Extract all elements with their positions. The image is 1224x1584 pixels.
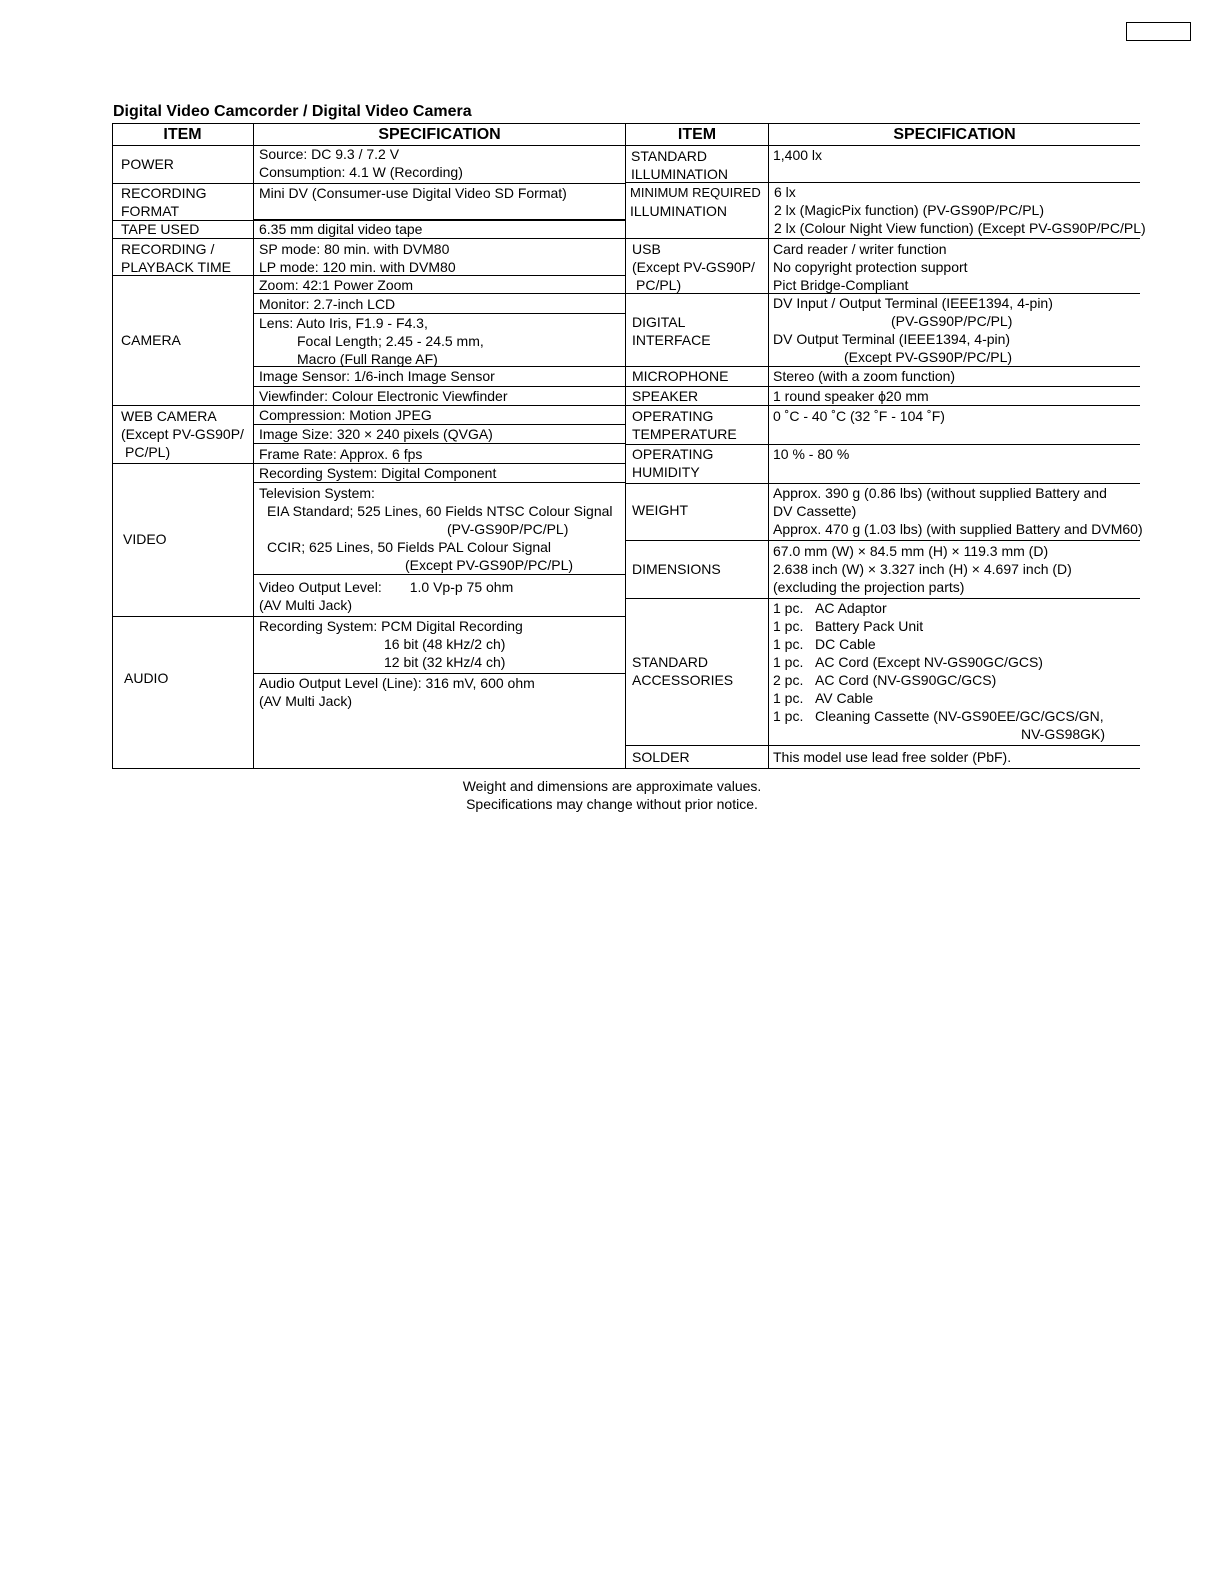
spec-monitor: Monitor: 2.7-inch LCD	[259, 296, 396, 312]
spec-image-size: Image Size: 320 × 240 pixels (QVGA)	[259, 426, 493, 442]
list-item: 1 pc. AC Cord (Except NV-GS90GC/GCS)	[773, 654, 1043, 670]
item-solder: SOLDER	[632, 749, 690, 765]
page-title: Digital Video Camcorder / Digital Video Camera	[113, 103, 472, 120]
spec-video-recording-system: Recording System: Digital Component	[259, 465, 497, 481]
list-item: 1 pc. AV Cable	[773, 690, 874, 706]
item-weight: WEIGHT	[632, 502, 688, 518]
list-item: 1 pc. Battery Pack Unit	[773, 618, 924, 634]
item-operating-humidity: OPERATING HUMIDITY	[632, 446, 714, 480]
table-border-bottom	[112, 768, 1140, 769]
header-spec-left: SPECIFICATION	[378, 126, 501, 143]
row-rule	[626, 540, 1140, 541]
spec-operating-temperature: 0 ˚C - 40 ˚C (32 ˚F - 104 ˚F)	[773, 408, 945, 424]
spec-viewfinder: Viewfinder: Colour Electronic Viewfinder	[259, 388, 508, 404]
spec-audio-recording-system: Recording System: PCM Digital Recording 16 bit (48 kHz/2 ch) 12 bit (32 kHz/4 ch)	[259, 618, 523, 670]
spec-audio-output-level: Audio Output Level (Line): 316 mV, 600 ohm (AV Multi Jack)	[259, 675, 535, 709]
spec-zoom: Zoom: 42:1 Power Zoom	[259, 277, 414, 293]
list-item: 1 pc. Cleaning Cassette (NV-GS90EE/GC/GCS/GN,	[773, 708, 1104, 724]
item-microphone: MICROPHONE	[632, 368, 729, 384]
column-rule	[768, 123, 769, 769]
item-recording-format: RECORDING FORMAT	[121, 185, 207, 219]
item-usb: USB (Except PV-GS90P/ PC/PL)	[632, 241, 755, 293]
column-rule	[253, 123, 254, 769]
table-border-left	[112, 123, 113, 769]
item-camera: CAMERA	[121, 332, 181, 348]
item-minimum-illumination: MINIMUM REQUIRED ILLUMINATION	[630, 185, 761, 219]
header-item-left: ITEM	[163, 126, 202, 143]
spec-tape-used: 6.35 mm digital video tape	[259, 221, 423, 237]
spec-dimensions: 67.0 mm (W) × 84.5 mm (H) × 119.3 mm (D) 2.638 inch (W) × 3.327 inch (H) × 4.697 inch (D) (excluding the projection parts)	[773, 543, 1072, 595]
header-item-right: ITEM	[677, 126, 717, 143]
item-video: VIDEO	[123, 531, 167, 547]
footer-note-specifications: Specifications may change without prior notice.	[466, 796, 758, 812]
spec-standard-accessories: 1 pc. AC Adaptor 1 pc. Battery Pack Unit 1 pc. DC Cable 1 pc. AC Cord (Except NV-GS90GC/GCS) 2 pc. AC Cord (NV-GS90GC/GCS) 1 pc. AV Cable 1 pc. Cleaning Cassette (NV-GS90EE/GC/GCS/GN, NV-GS98GK)	[773, 600, 1106, 742]
spec-power: Source: DC 9.3 / 7.2 V Consumption: 4.1 W (Recording)	[259, 146, 463, 180]
spec-video-output-level: Video Output Level: 1.0 Vp-p 75 ohm (AV Multi Jack)	[259, 579, 514, 613]
spec-standard-illumination: 1,400 lx	[773, 147, 823, 163]
spec-usb: Card reader / writer function No copyright protection support Pict Bridge-Compliant	[773, 241, 968, 293]
item-web-camera: WEB CAMERA (Except PV-GS90P/ PC/PL)	[121, 408, 244, 460]
item-dimensions: DIMENSIONS	[632, 561, 721, 577]
list-item: 2 pc. AC Cord (NV-GS90GC/GCS)	[773, 672, 997, 688]
row-rule	[253, 443, 626, 444]
item-operating-temperature: OPERATING TEMPERATURE	[632, 408, 737, 442]
spec-table	[112, 123, 1146, 769]
header-spec-right: SPECIFICATION	[893, 126, 1016, 143]
spec-minimum-illumination: 6 lx 2 lx (MagicPix function) (PV-GS90P/PC/PL) 2 lx (Colour Night View function) (Except PV-GS90P/PC/PL)	[774, 184, 1146, 236]
row-rule	[253, 574, 626, 575]
list-item: 1 pc. DC Cable	[773, 636, 876, 652]
item-power: POWER	[121, 156, 174, 172]
spec-operating-humidity: 10 % - 80 %	[773, 446, 850, 462]
spec-digital-interface: DV Input / Output Terminal (IEEE1394, 4-pin) (PV-GS90P/PC/PL) DV Output Terminal (IEEE1394, 4-pin) (Except PV-GS90P/PC/PL)	[773, 295, 1053, 365]
spec-weight: Approx. 390 g (0.86 lbs) (without supplied Battery and DV Cassette) Approx. 470 g (1.03 lbs) (with supplied Battery and DVM60)	[773, 485, 1143, 537]
column-rule	[625, 123, 626, 769]
spec-recording-playback-time: SP mode: 80 min. with DVM80 LP mode: 120 min. with DVM80	[259, 241, 456, 275]
spec-compression: Compression: Motion JPEG	[259, 407, 432, 423]
item-digital-interface: DIGITAL INTERFACE	[632, 314, 711, 348]
row-rule	[253, 482, 626, 483]
spec-microphone: Stereo (with a zoom function)	[773, 368, 956, 384]
spec-television-system: Television System: EIA Standard; 525 Lines, 60 Fields NTSC Colour Signal (PV-GS90P/PC/PL) CCIR; 625 Lines, 50 Fields PAL Colour Signal (Except PV-GS90P/PC/PL)	[259, 485, 613, 573]
footer-note-weight: Weight and dimensions are approximate values.	[462, 778, 762, 794]
item-audio: AUDIO	[124, 670, 169, 686]
spec-solder: This model use lead free solder (PbF).	[773, 749, 1012, 765]
row-rule	[626, 405, 1140, 406]
item-standard-illumination: STANDARD ILLUMINATION	[631, 148, 728, 182]
list-item: 1 pc. AC Adaptor	[773, 600, 887, 616]
item-tape-used: TAPE USED	[121, 221, 200, 237]
item-speaker: SPEAKER	[632, 388, 699, 404]
spec-recording-format: Mini DV (Consumer-use Digital Video SD Format)	[259, 185, 567, 201]
table-border-top	[112, 123, 1140, 124]
row-rule	[626, 238, 1140, 239]
item-recording-playback-time: RECORDING / PLAYBACK TIME	[121, 241, 231, 275]
spec-lens: Lens: Auto Iris, F1.9 - F4.3, Focal Length; 2.45 - 24.5 mm, Macro (Full Range AF)	[259, 315, 484, 367]
spec-image-sensor: Image Sensor: 1/6-inch Image Sensor	[259, 368, 495, 384]
row-rule	[112, 238, 626, 239]
row-rule	[626, 745, 1140, 746]
spec-speaker: 1 round speaker ϕ20 mm	[773, 388, 929, 404]
spec-frame-rate: Frame Rate: Approx. 6 fps	[259, 446, 423, 462]
page-number-box	[1126, 22, 1191, 41]
item-standard-accessories: STANDARD ACCESSORIES	[632, 654, 734, 688]
